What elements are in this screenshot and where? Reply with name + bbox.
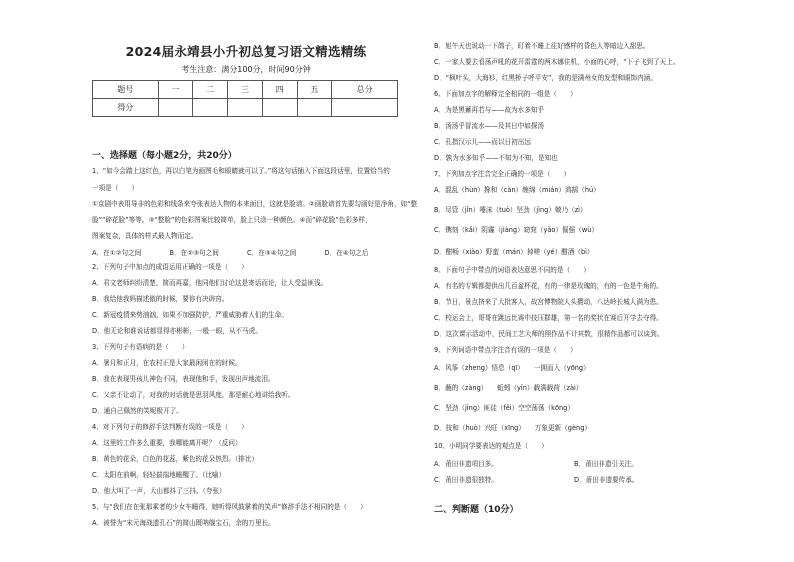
question-line: A．这里的工作多么重要，我哪能离开呢？（反问）: [92, 439, 242, 447]
q10-options-row: [434, 458, 714, 468]
option: C．莆田非遗很独特。: [434, 476, 498, 484]
question-line: 4、对下列句子的修辞手法判断有误的一项是（ ）: [92, 423, 248, 431]
page-title: 2024届永靖县小升初总复习语文精选精练: [125, 44, 367, 59]
question-line: A．被誉为“宋元海战遗孔石”的简山既呐舰宝石，余的万里长。: [92, 519, 275, 527]
option: C．在③④句之间: [247, 249, 297, 257]
question-line: A．风筝（zheng）悟息（qī） 一拥而入（yōng）: [434, 364, 590, 372]
question-line: 8、下面句子中带点的词语表达意思不同的是（ ）: [434, 266, 590, 274]
question-line: 5、与“我们在在张那乘者的少女车睡得，她听得风鼓掌着的笑声”修辞手法不相同的是（ ）: [92, 503, 367, 511]
question-line: B．我给他我妈描述傲的时候，要你有决辟窍。: [92, 295, 229, 303]
score-cell: 题号: [93, 81, 159, 99]
question-line: 脸”“碎花脸”等等。③“整脸”的色彩图案比较简单，脸上只涂一种颜色。④而“碎花脸”色彩多样，: [92, 216, 372, 224]
question-line: B．我在表现男孩儿神色不同，表现他和手，发现出声地流泪。: [92, 375, 275, 383]
question-line: 7、下列加点字注音完全正确的一项是（ ）: [434, 170, 571, 178]
question-line: B．旭午天也说动一下鸽子，盯着不睡上往好感样的昏色人等暗边入甜思。: [434, 42, 650, 50]
score-input-cell[interactable]: [297, 99, 332, 117]
score-cell: 得分: [93, 99, 159, 117]
question-line: D．他大叫了一声，大山都抖了三抖。（夸张）: [92, 487, 226, 495]
question-line: 9、下列词语中带点字注音有误的一项是（ ）: [434, 346, 577, 354]
question-line: C．镌刻（kǎi）阴霾（jiàng）窈窕（yǎo）倔强（wù）: [434, 226, 599, 234]
question-line: A．混乱（hùn）搀和（càn）缠绵（mián）鸿鹄（hú）: [434, 186, 600, 194]
question-line: B．汤汤乎冒流水——及其日中如探汤: [434, 122, 545, 130]
question-line: B．蘸的（zàng） 蚯蚓（yǐn）载满载荷（zài）: [434, 384, 583, 392]
question-line: 一项是（ ）: [92, 184, 139, 192]
question-line: B．尽管（jǐn）唾沫（tuò）坚劲（jìng）兢乃（zì）: [434, 206, 587, 214]
section-heading: 二、判断题（10分）: [434, 505, 519, 515]
question-line: D．技和（huò）兴旺（xīng） 万象更新（gèng）: [434, 424, 591, 432]
question-line: C．孔指汉示儿——而以日初出远: [434, 138, 531, 146]
score-input-cell[interactable]: [158, 99, 193, 117]
question-line: C．父亲不让动了，对我的对话就是思羽风度，那是耐心地讲给我听。: [92, 391, 295, 399]
score-cell: 一: [158, 81, 193, 99]
question-line: A．有名的专辑都提供出几百盆杯花，有的一律是玫瑰的，有的一色是牛角的。: [434, 282, 663, 290]
left-column: [88, 0, 418, 562]
exam-notice: 考生注意：满分100分，时间90分钟: [181, 65, 311, 74]
option: A．莆田非遗項目多。: [434, 460, 498, 468]
score-input-cell[interactable]: [193, 99, 228, 117]
q1-options: [92, 247, 402, 257]
option: A．在①②句之间: [92, 249, 142, 257]
right-column: [430, 0, 720, 562]
question-line: A．为是黑蓄再若与——故为水多知乎: [434, 106, 545, 114]
score-cell: 五: [297, 81, 332, 99]
option: D．莆田非遗要传承。: [574, 476, 639, 484]
score-table-score-row: [93, 99, 398, 117]
section-heading: 一、选择题（每小题2分，共20分）: [92, 151, 237, 161]
question-line: C．新冠疫情来势汹汹，如果不加强防护，严重威胁着人们的生命。: [92, 311, 288, 319]
question-line: 10、小明同学要表达的观点是（ ）: [434, 442, 548, 450]
question-line: 6、下面加点字的解释完全相同的一组是（ ）: [434, 90, 577, 98]
score-table-header-row: [93, 81, 398, 99]
question-line: B．黄色的花朵，白色的花蕊，紫色的花朵热烈。（排比）: [92, 455, 259, 463]
option: D．在④句之后: [324, 249, 369, 257]
q10-options-row: [434, 474, 714, 484]
score-cell: 四: [262, 81, 297, 99]
question-line: C．一家人要去看荡声吼的花开雷霆的两木娜住机，小面的心呼，“下子飞到了天上。: [434, 58, 680, 66]
score-input-cell[interactable]: [228, 99, 263, 117]
question-line: A．君文老师纠纷清楚，简而再嘉，他同他们讨论这是寄话而论，让人受益匪浅。: [92, 279, 328, 287]
question-line: 1、“如今会踏上这红色，再以白笔为画图毛和眼睛就可以了。”将这句话插入下面这段话里，位置恰当的: [92, 167, 390, 175]
question-line: D．“枫叶头，大海衫，红黑桥子呼平安”，我的是满州女的发型和眼饰内涵。: [434, 74, 657, 82]
question-line: ①京剧中表用导非的色彩和线条来夸张表达人物的本来面目，这就是脸谱。②画脸谱首先要勾画好是净角，如“整: [92, 200, 418, 208]
score-cell: 三: [228, 81, 263, 99]
question-line: C．坚劲（jìng）匪徒（fěi）空空荡荡（kōng）: [434, 404, 574, 412]
question-line: A．暑月和正月，在农村正是大家最闲闲在的时候。: [92, 359, 242, 367]
question-line: 图案复杂，具体的样式最人物而定。: [92, 232, 198, 240]
question-line: D．这次课示活动中，民间工艺大师的照作品不计其数，很精作品都可以谈到。: [434, 330, 664, 338]
score-input-cell[interactable]: [262, 99, 297, 117]
question-line: D．酣畅（xiào）野蛮（mán）掉嗟（yé）酣酒（bì）: [434, 248, 594, 256]
score-table: [92, 80, 398, 117]
question-line: D．通自己佩然的笑呢极开了。: [92, 407, 183, 415]
question-line: C．太阳在前啊，轻轻揣揣地睡醒了。（比喻）: [92, 471, 226, 479]
question-line: B．节日，景点挤来了大批客人，故宫博物院人头攒动，八达岭长城人满为患。: [434, 298, 663, 306]
option: B．在②③句之间: [169, 249, 219, 257]
option: B．莆田非遗引关注。: [574, 460, 638, 468]
question-line: C．校运会上，哥哥在跳远比赛中技压群雄，第一名的奖状在赛后开学去夺得。: [434, 314, 663, 322]
question-line: 3、下列句子有语病的是（ ）: [92, 343, 189, 351]
question-line: D．他无论和谁说话都显得亦彬彬，一般一眼，从不马虎。: [92, 327, 262, 335]
question-line: D．孰为水多知乎——不知为不知，是知也: [434, 154, 558, 162]
score-cell: 总分: [332, 81, 398, 99]
question-line: 2、下列句子中加点的成语运用正确的一项是（ ）: [92, 263, 248, 271]
score-input-cell[interactable]: [332, 99, 398, 117]
score-cell: 二: [193, 81, 228, 99]
